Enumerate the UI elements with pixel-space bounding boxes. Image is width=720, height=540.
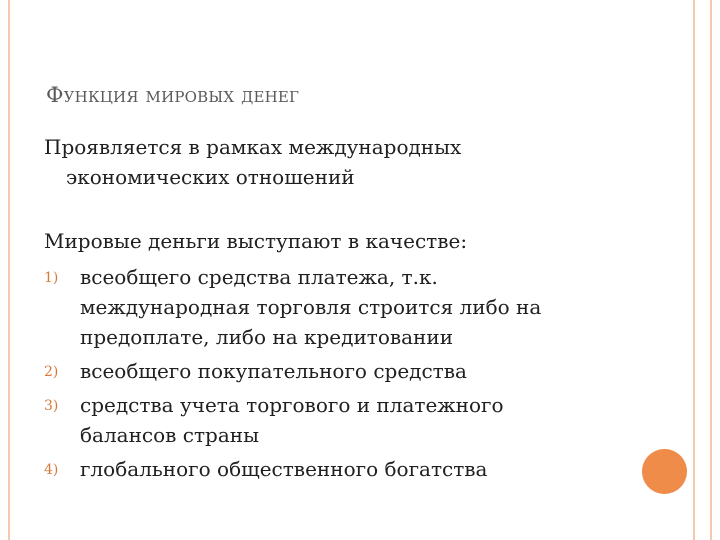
list-marker: 4) [44, 462, 59, 478]
frame-border-right-outer [710, 0, 712, 540]
list-item-line: средства учета торгового и платежного [80, 393, 504, 417]
decorative-circle [642, 449, 687, 494]
list-item-line: глобального общественного богатства [80, 457, 488, 481]
list-item [44, 390, 664, 450]
intro-paragraph [44, 132, 664, 192]
list-item-line: предоплате, либо на кредитовании [80, 325, 454, 349]
lead-text: Мировые деньги выступают в качестве: [44, 229, 468, 253]
list-item-line: всеобщего средства платежа, т.к. [80, 265, 438, 289]
intro-line-1: Проявляется в рамках международных [44, 135, 462, 159]
frame-border-left [8, 0, 10, 540]
function-list [44, 262, 664, 488]
frame-border-right [693, 0, 695, 540]
list-marker: 1) [44, 270, 59, 286]
list-item [44, 356, 664, 386]
list-item [44, 454, 664, 484]
slide-title: Функция мировых денег [46, 83, 300, 107]
list-item-line: всеобщего покупательного средства [80, 359, 467, 383]
list-marker: 3) [44, 398, 59, 414]
list-marker: 2) [44, 364, 59, 380]
list-item-line: балансов страны [80, 423, 260, 447]
list-item [44, 262, 664, 352]
intro-line-2: экономических отношений [66, 165, 355, 189]
list-item-line: международная торговля строится либо на [80, 295, 542, 319]
